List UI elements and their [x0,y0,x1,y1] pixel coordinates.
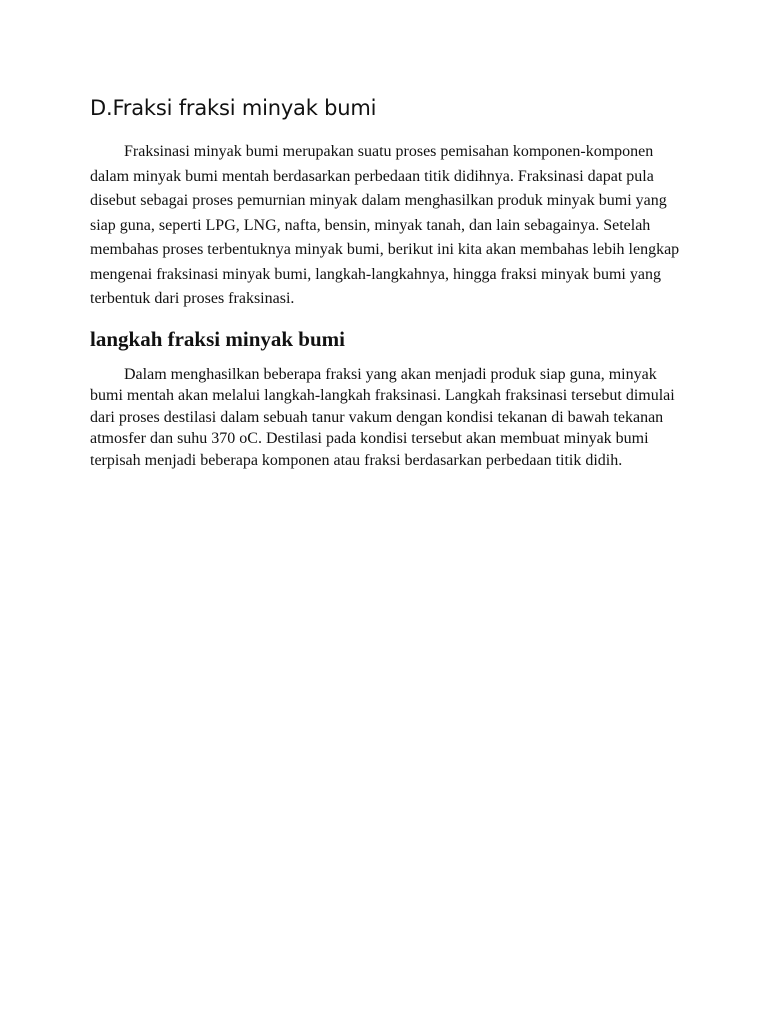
section-heading-langkah: langkah fraksi minyak bumi [90,326,345,351]
section-heading-fraksi: D.Fraksi fraksi minyak bumi [90,96,377,120]
paragraph-fraksinasi-intro: Fraksinasi minyak bumi merupakan suatu proses pemisahan komponen-komponen dalam minyak bumi mentah berdasarkan perbedaan titik didihnya. Fraksinasi dapat pula disebut sebagai proses pemurnian minyak dalam menghasilkan produk minyak bumi yang siap guna, seperti LPG, LNG, nafta, bensin, minyak tanah, dan lain sebagainya. Setelah membahas proses terbentuknya minyak bumi, berikut ini kita akan membahas lebih lengkap mengenai fraksinasi minyak bumi, langkah-langkahnya, hingga fraksi minyak bumi yang terbentuk dari proses fraksinasi. [90,143,680,307]
paragraph-langkah-fraksinasi: Dalam menghasilkan beberapa fraksi yang akan menjadi produk siap guna, minyak bumi mentah akan melalui langkah-langkah fraksinasi. Langkah fraksinasi tersebut dimulai dari proses destilasi dalam sebuah tanur vakum dengan kondisi tekanan di bawah tekanan atmosfer dan suhu 370 oC. Destilasi pada kondisi tersebut akan membuat minyak bumi terpisah menjadi beberapa komponen atau fraksi berdasarkan perbedaan titik didih. [90,365,675,469]
document-content [90,92,685,471]
